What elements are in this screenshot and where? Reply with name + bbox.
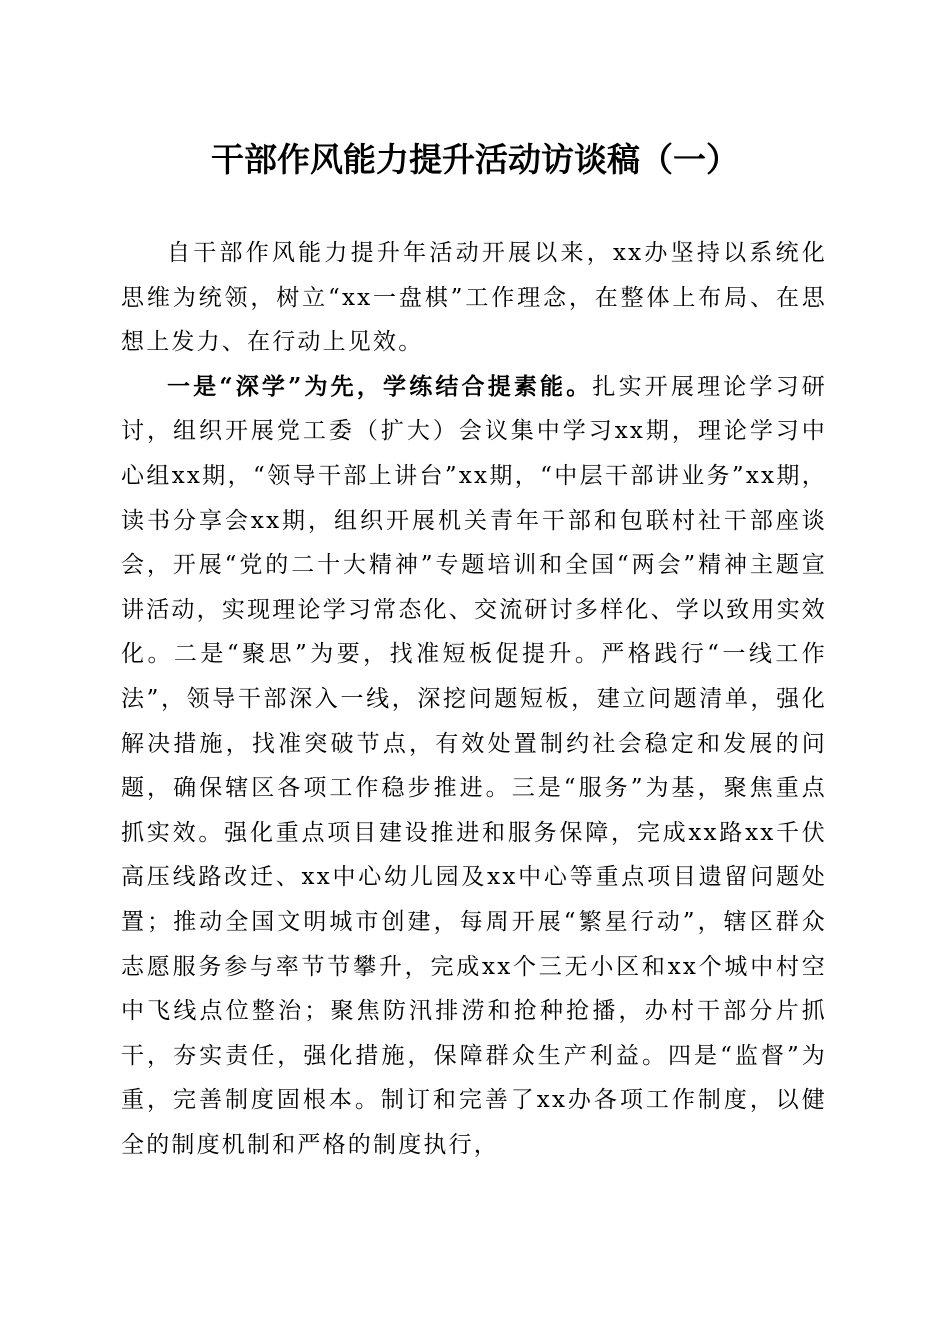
intro-paragraph (121, 231, 827, 365)
main-paragraph (121, 365, 827, 1168)
main-paragraph-lead: 一是“深学”为先，学练结合提素能。 (167, 372, 593, 400)
document-title: 干部作风能力提升活动访谈稿（一） (211, 140, 739, 179)
intro-paragraph-text: 自干部作风能力提升年活动开展以来，xx办坚持以系统化思维为统领，树立“xx一盘棋”工作理念，在整体上布局、在思想上发力、在行动上见效。 (121, 240, 827, 356)
main-paragraph-text: 扎实开展理论学习研讨，组织开展党工委（扩大）会议集中学习xx期，理论学习中心组xx期，“领导干部上讲台”xx期，“中层干部讲业务”xx期，读书分享会xx期，组织开展机关青年干部和包联村社干部座谈会，开展“党的二十大精神”专题培训和全国“两会”精神主题宣讲活动，实现理论学习常态化、交流研讨多样化、学以致用实效化。二是“聚思”为要，找准短板促提升。严格践行“一线工作法”，领导干部深入一线，深挖问题短板，建立问题清单，强化解决措施，找准突破节点，有效处置制约社会稳定和发展的问题，确保辖区各项工作稳步推进。三是“服务”为基，聚焦重点抓实效。强化重点项目建设推进和服务保障，完成xx路xx千伏高压线路改迁、xx中心幼儿园及xx中心等重点项目遗留问题处置；推动全国文明城市创建，每周开展“繁星行动”，辖区群众志愿服务参与率节节攀升，完成xx个三无小区和xx个城中村空中飞线点位整治；聚焦防汛排涝和抢种抢播，办村干部分片抓干，夯实责任，强化措施，保障群众生产利益。四是“监督”为重，完善制度固根本。制订和完善了xx办各项工作制度，以健全的制度机制和严格的制度执行， (121, 373, 827, 1158)
document-body (121, 231, 827, 1167)
